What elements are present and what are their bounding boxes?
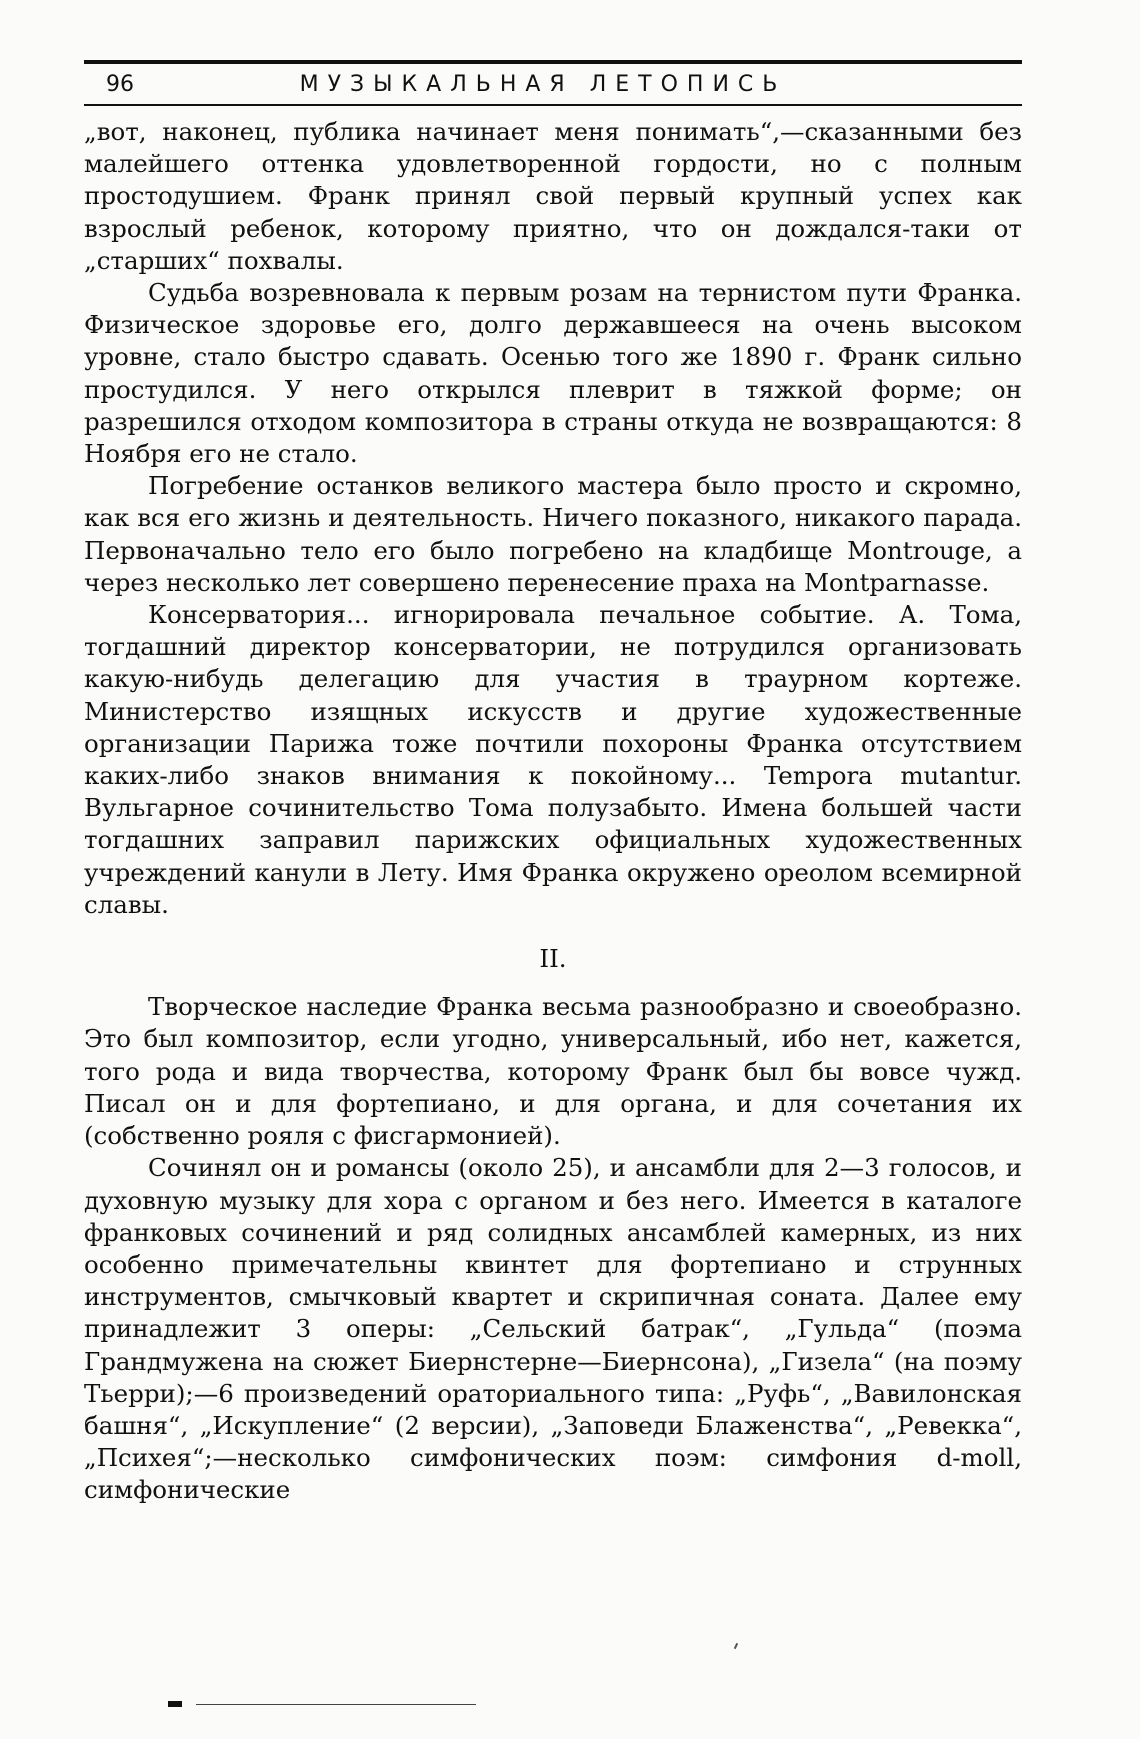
footer-mark	[168, 1701, 182, 1707]
running-title: МУЗЫКАЛЬНАЯ ЛЕТОПИСЬ	[299, 71, 787, 97]
paragraph: „вот, наконец, публика начинает меня понимать“,—сказанными без малейшего оттенка удовлетворенной гордости, но с полным простодушием. Франк принял свой первый крупный успех как взрослый ребенок, которому приятно, что он дождался-таки от „старших“ похвалы.	[84, 117, 1022, 275]
section-number: II.	[539, 944, 567, 974]
paragraph: Консерватория... игнорировала печальное событие. А. Тома, тогдашний директор консерватории, не потрудился организовать какую-нибудь делегацию для участия в траурном кортеже. Министерство изящных искусств и другие художественные организации Парижа тоже почтили похороны Франка отсутствием каких-либо знаков внимания к покойному... Tempora mutantur. Вульгарное сочинительство Тома полузабыто. Имена большей части тогдашних заправил парижских официальных художественных учреждений канули в Лету. Имя Франка окружено ореолом всемирной славы.	[84, 600, 1022, 919]
page-number: 96	[106, 71, 134, 97]
print-speck	[734, 1643, 738, 1649]
header-rule-bottom	[84, 104, 1022, 106]
paragraph: Погребение останков великого мастера было просто и скромно, как вся его жизнь и деятельность. Ничего показного, никакого парада. Первоначально тело его было погребено на кладбище Montrouge, а через несколько лет совершено перенесение праха на Montparnasse.	[84, 471, 1022, 597]
paragraph: Творческое наследие Франка весьма разнообразно и своеобразно. Это был композитор, если угодно, универсальный, ибо нет, кажется, того рода и вида творчества, которому Франк был бы вовсе чужд. Писал он и для фортепиано, и для органа, и для сочетания их (собственно рояля с фисгармонией).	[84, 992, 1022, 1151]
paragraph: Сочинял он и романсы (около 25), и ансамбли для 2—3 голосов, и духовную музыку для хора с органом и без него. Имеется в каталоге франковых сочинений и ряд солидных ансамблей камерных, из них особенно примечательны квинтет для фортепиано и струнных инструментов, смычковый квартет и скрипичная соната. Далее ему принадлежит 3 оперы: „Сельский батрак“, „Гульда“ (поэма Грандмужена на сюжет Биернстерне—Биернсона), „Гизела“ (на поэму Тьерри);—6 произведений ораториального типа: „Руфь“, „Вавилонская башня“, „Искупление“ (2 версии), „Заповеди Блаженства“, „Ревекка“, „Психея“;—несколько симфонических поэм: симфония d-moll, симфонические	[84, 1153, 1022, 1505]
page-header	[84, 64, 1022, 104]
paragraph: Судьба возревновала к первым розам на тернистом пути Франка. Физическое здоровье его, долго державшееся на очень высоком уровне, стало быстро сдавать. Осенью того же 1890 г. Франк сильно простудился. У него открылся плеврит в тяжкой форме; он разрешился отходом композитора в страны откуда не возвращаются: 8 Ноября его не стало.	[84, 278, 1022, 469]
footer-rule	[196, 1704, 476, 1705]
book-page	[84, 60, 1022, 1507]
body-text	[84, 116, 1022, 1507]
